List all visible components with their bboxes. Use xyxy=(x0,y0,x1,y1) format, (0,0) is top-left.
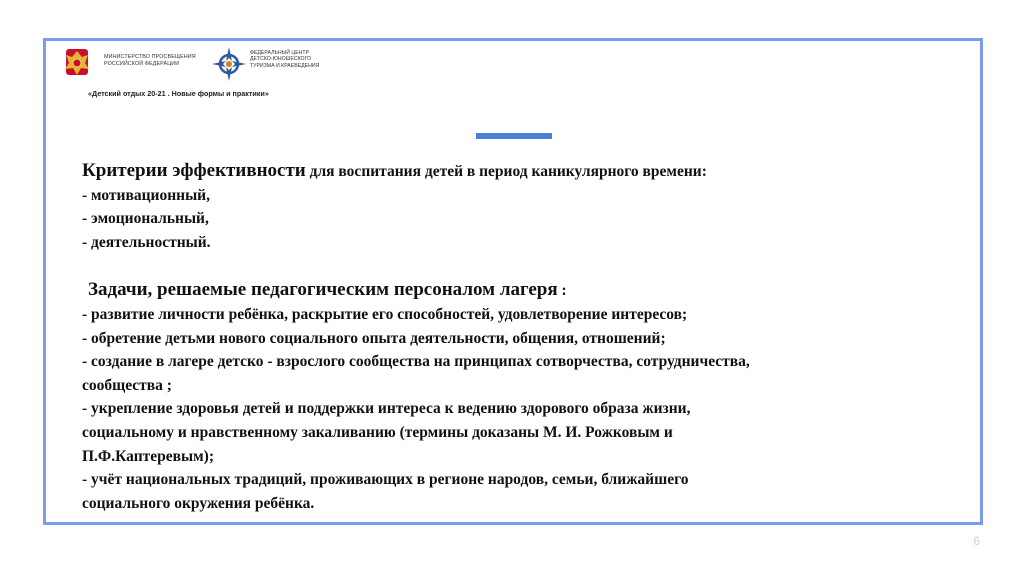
task-line: П.Ф.Каптеревым); xyxy=(82,447,214,465)
criteria-heading: Критерии эффективности для воспитания детей в период каникулярного времени: xyxy=(82,160,707,181)
task-line: сообщества ; xyxy=(82,376,172,394)
accent-bar xyxy=(476,133,552,139)
task-line: - развитие личности ребёнка, раскрытие его способностей, удовлетворение интересов; xyxy=(82,305,688,323)
task-line: социального окружения ребёнка. xyxy=(82,494,315,512)
criteria-item: - деятельностный. xyxy=(82,233,211,251)
slide-frame xyxy=(43,38,983,525)
task-line: - обретение детьми нового социального опыта деятельности, общения, отношений; xyxy=(82,329,666,347)
task-line: - укрепление здоровья детей и поддержки интереса к ведению здорового образа жизни, xyxy=(82,400,691,418)
criteria-item: - эмоциональный, xyxy=(82,210,209,228)
ministry-name: МИНИСТЕРСТВО ПРОСВЕЩЕНИЯ РОССИЙСКОЙ ФЕДЕРАЦИИ xyxy=(104,54,196,67)
page-number: 6 xyxy=(973,534,980,548)
tourism-center-name: ФЕДЕРАЛЬНЫЙ ЦЕНТР ДЕТСКО-ЮНОШЕСКОГО ТУРИЗМА И КРАЕВЕДЕНИЯ xyxy=(250,50,320,69)
spacer xyxy=(82,254,962,278)
task-line: - создание в лагере детско - взрослого сообщества на принципах сотворчества, сотрудничества, xyxy=(82,353,750,371)
tourism-center-logo-icon xyxy=(210,45,248,83)
event-tagline: «Детский отдых 20-21 . Новые формы и практики» xyxy=(88,89,269,98)
slide-body xyxy=(82,159,962,515)
criteria-item: - мотивационный, xyxy=(82,186,210,204)
russian-emblem-icon xyxy=(60,45,94,81)
header-logos xyxy=(60,45,360,105)
task-line: - учёт национальных традиций, проживающих в регионе народов, семьи, ближайшего xyxy=(82,471,689,489)
tasks-heading: Задачи, решаемые педагогическим персоналом лагеря : xyxy=(88,279,567,301)
task-line: социальному и нравственному закаливанию (термины доказаны М. И. Рожковым и xyxy=(82,423,673,441)
